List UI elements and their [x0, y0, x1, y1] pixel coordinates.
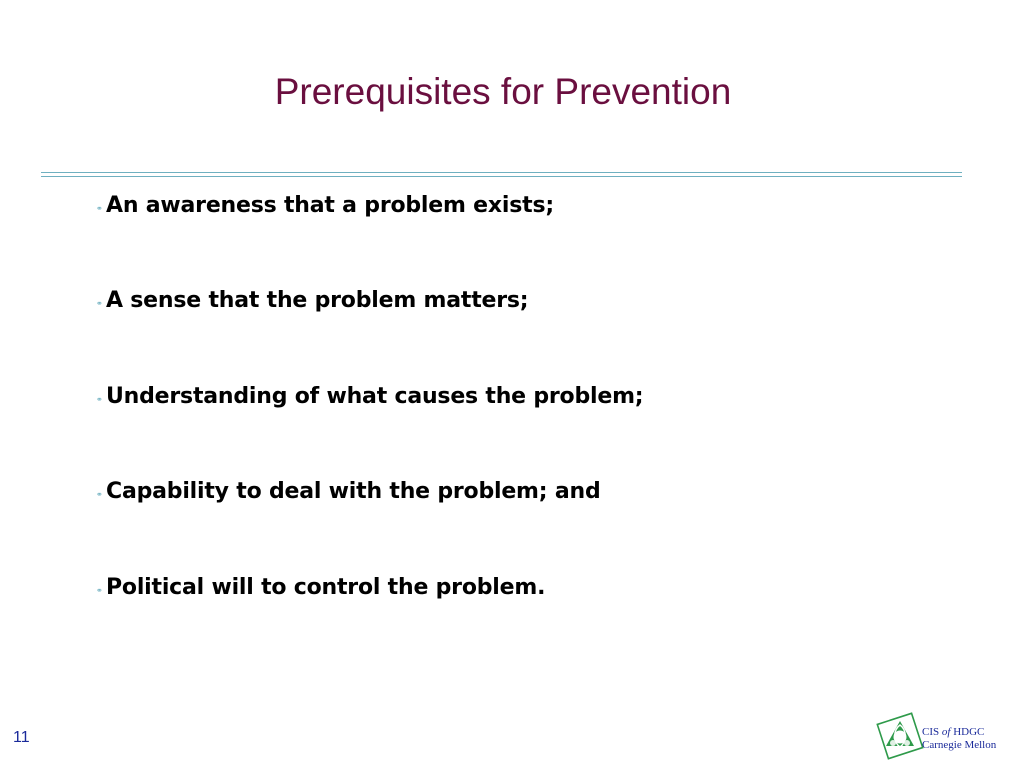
title-divider-bottom	[41, 176, 962, 177]
logo-caption	[922, 726, 996, 752]
slide-title: Prerequisites for Prevention	[274, 71, 732, 112]
bullet-marker-icon: ⚭	[96, 490, 103, 499]
bullet-item	[96, 573, 545, 606]
cis-logo-icon	[876, 712, 924, 760]
bullet-text: A sense that the problem matters;	[106, 288, 529, 313]
bullet-text: Political will to control the problem.	[106, 575, 546, 600]
bullet-item	[96, 477, 601, 510]
bullet-marker-icon: ⚭	[96, 299, 103, 308]
logo-caption-line1: CIS of HDGC	[922, 726, 985, 738]
bullet-item	[96, 382, 643, 415]
bullet-marker-icon: ⚭	[96, 586, 103, 595]
bullet-text: Capability to deal with the problem; and	[106, 479, 601, 504]
bullet-text: Understanding of what causes the problem;	[106, 384, 644, 409]
title-divider-top	[41, 172, 962, 173]
bullet-item	[96, 191, 554, 224]
slide-number: 11	[13, 729, 30, 746]
bullet-marker-icon: ⚭	[96, 395, 103, 404]
logo-caption-line2: Carnegie Mellon	[922, 739, 997, 751]
bullet-text: An awareness that a problem exists;	[106, 193, 554, 218]
bullet-marker-icon: ⚭	[96, 204, 103, 213]
bullet-item	[96, 286, 528, 319]
